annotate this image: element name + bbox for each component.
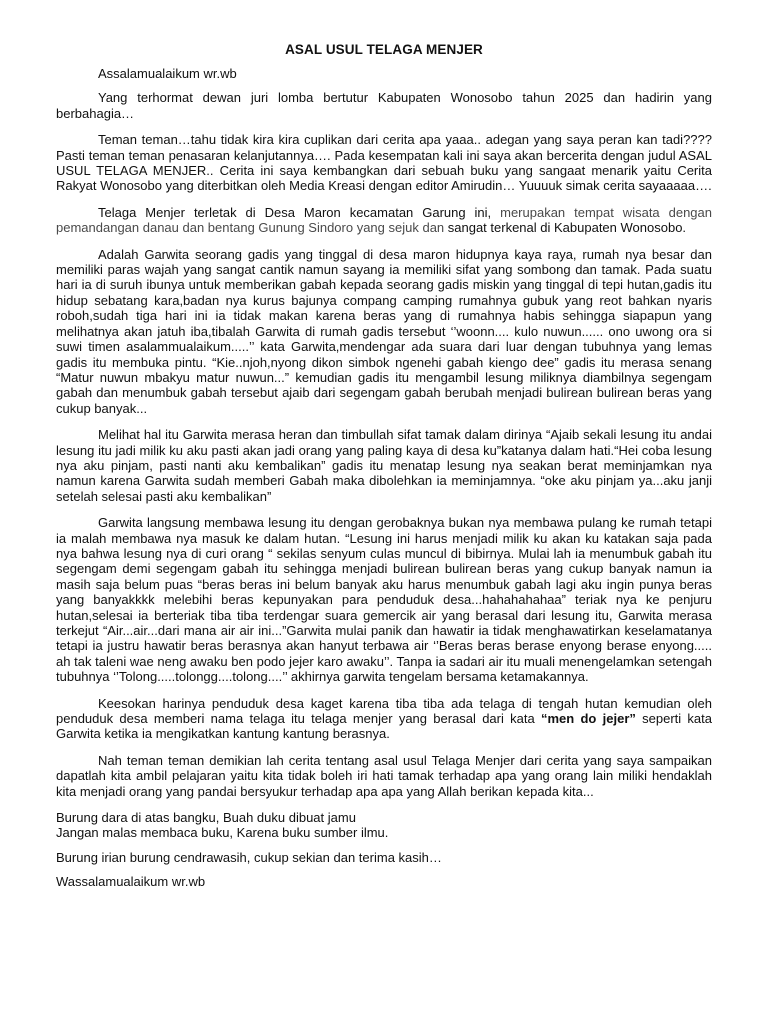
pantun-1-line-2: Jangan malas membaca buku, Karena buku sumber ilmu. [56,825,389,841]
paragraph-6: Garwita langsung membawa lesung itu dengan gerobaknya bukan nya membawa pulang ke rumah tetapi ia malah membawa nya masuk ke dalam hutan. “Lesung ini harus menjadi milik ku akan ku katakan saja pada nya bahwa lesung nya di curi orang “ sekilas senyum culas muncul di bibirnya. Mulai lah ia menumbuk gabah itu segengam demi segengam gabah itu sehingga menjadi bulirean bulirean beras yang cukup banyak namun ia masih saja belum puas “beras beras ini belum banyak aku harus menumbuk gabah lagi aku ingin punya beras yang banyakkkk melebihi beras kepunyakan para penduduk desa...hahahahahaa” teriak nya ke penjuru hutan,selesai ia berteriak tiba tiba terdengar suara gemercik air yang berasal dari lesung itu, Garwita merasa terkejut “Air...air...dari mana air air ini...”Garwita mulai panik dan hawatir ia tidak menghawatirkan keselamatanya tetapi ia justru hawatir beras berasnya akan hanyut terbawa air ‘’Beras beras berase enyong berase enyong..... ah tak taleni wae neng awaku ben podo jejer karo awaku’’. Tanpa ia sadari air itu muali menengelamkan setengah tubuhnya ‘’Tolong.....tolongg....tolong....’’ akhirnya garwita tengelam bersama ketamakannya. [56,515,712,685]
paragraph-7-part-c: seperti kata Garwita ketika ia mengikatkan kantung kantung berasnya. [56,711,712,742]
paragraph-5: Melihat hal itu Garwita merasa heran dan timbullah sifat tamak dalam dirinya “Ajaib sekali lesung itu andai lesung itu jadi milik ku aku pasti akan jadi orang yang paling kaya di desa ku”katanya dalam hati.“Hei coba lesung nya aku pinjam, pasti nanti aku kembalikan” gadis itu menatap lesung nya seakan berat meminjamkan nya namun karena Garwita sudah memberi Gabah maka dibolehkan ia meminjamnya. “oke aku pinjam ya...aku janji setelah selesai pasti aku kembalikan” [56,427,712,504]
paragraph-7-part-a: Keesokan harinya penduduk desa kaget karena tiba tiba ada telaga di tengah hutan kemudian oleh penduduk desa memberi nama telaga itu telaga menjer yang berasal dari kata [56,695,712,727]
pantun-2: Burung irian burung cendrawasih, cukup sekian dan terima kasih… [56,849,442,865]
paragraph-3 [56,205,712,236]
paragraph-2: Teman teman…tahu tidak kira kira cuplikan dari cerita apa yaaa.. adegan yang saya peran kan tadi???? Pasti teman teman penasaran kelanjutannya…. Pada kesempatan kali ini saya akan bercerita dengan judul ASAL USUL TELAGA MENJER.. Cerita ini saya kembangkan dari sebuah buku yang sangaat menarik yaitu Cerita Rakyat Wonosobo yang diterbitkan oleh Media Kreasi dengan editor Amirudin… Yuuuuk simak cerita sayaaaaa…. [56,132,712,194]
paragraph-1: Yang terhormat dewan juri lomba bertutur Kabupaten Wonosobo tahun 2025 dan hadirin yang berbahagia… [56,90,712,121]
paragraph-3-part-b: merupakan tempat wisata dengan pemandangan danau dan bentang Gunung Sindoro yang sejuk dan [56,204,712,236]
closing-greeting: Wassalamualaikum wr.wb [56,874,206,890]
pantun-1-line-1: Burung dara di atas bangku, Buah duku dibuat jamu [56,810,356,826]
greeting: Assalamualaikum wr.wb [98,66,237,81]
document-title: ASAL USUL TELAGA MENJER [285,42,483,57]
paragraph-4: Adalah Garwita seorang gadis yang tinggal di desa maron hidupnya kaya raya, rumah nya besar dan memiliki paras wajah yang sangat cantik namun sayang ia memiliki sifat yang sombong dan tamak. Pada suatu hari ia di suruh ibunya untuk memberikan gabah kepada seorang gadis miskin yang tinggal di tepi hutan,gadis itu hidup sebatang kara,badan nya kurus bajunya compang camping rumahnya gubuk yang reot bahkan nyaris roboh,sudah tiga hari ini ia tidak makan karena beras yang di rumahnya habis sehingga siapapun yang melihatnya akan jatuh iba,tibalah Garwita di rumah gadis tersebut ‘’woonn.... kulo nuwun...... ono uwong ora si suwi timen asalammualaikum.....’’ kata Garwita,mendengar ada suara dari luar dengan tubuhnya yang lemas gadis itu membuka pintu. “Kie..njoh,nyong dikon simbok ngenehi gabah kiengo dee” gadis itu merasa senang “Matur nuwun mbakyu matur nuwun...” kemudian gadis itu mengambil lesung miliknya diambilnya segengam gabah dan menumbuk gabah tersebut ajaib dari segengam gabah berubah menjadi bulirean bulirean beras yang cukup banyak... [56,246,712,416]
paragraph-7 [56,696,712,742]
paragraph-3-part-c: sangat terkenal di Kabupaten Wonosobo. [447,220,687,236]
paragraph-7-bold-phrase: “men do jejer” [540,711,636,727]
pantun-1 [56,810,712,841]
paragraph-8: Nah teman teman demikian lah cerita tentang asal usul Telaga Menjer dari cerita yang saya sampaikan dapatlah kita ambil pelajaran yaitu kita tidak boleh iri hati tamak terhadap apa yang orang lain miliki hendaklah kita menjadi orang yang pandai bersyukur terhadap apa apa yang Allah berikan kepada kita... [56,752,712,799]
paragraph-3-part-a: Telaga Menjer terletak di Desa Maron kecamatan Garung ini, [98,204,501,220]
